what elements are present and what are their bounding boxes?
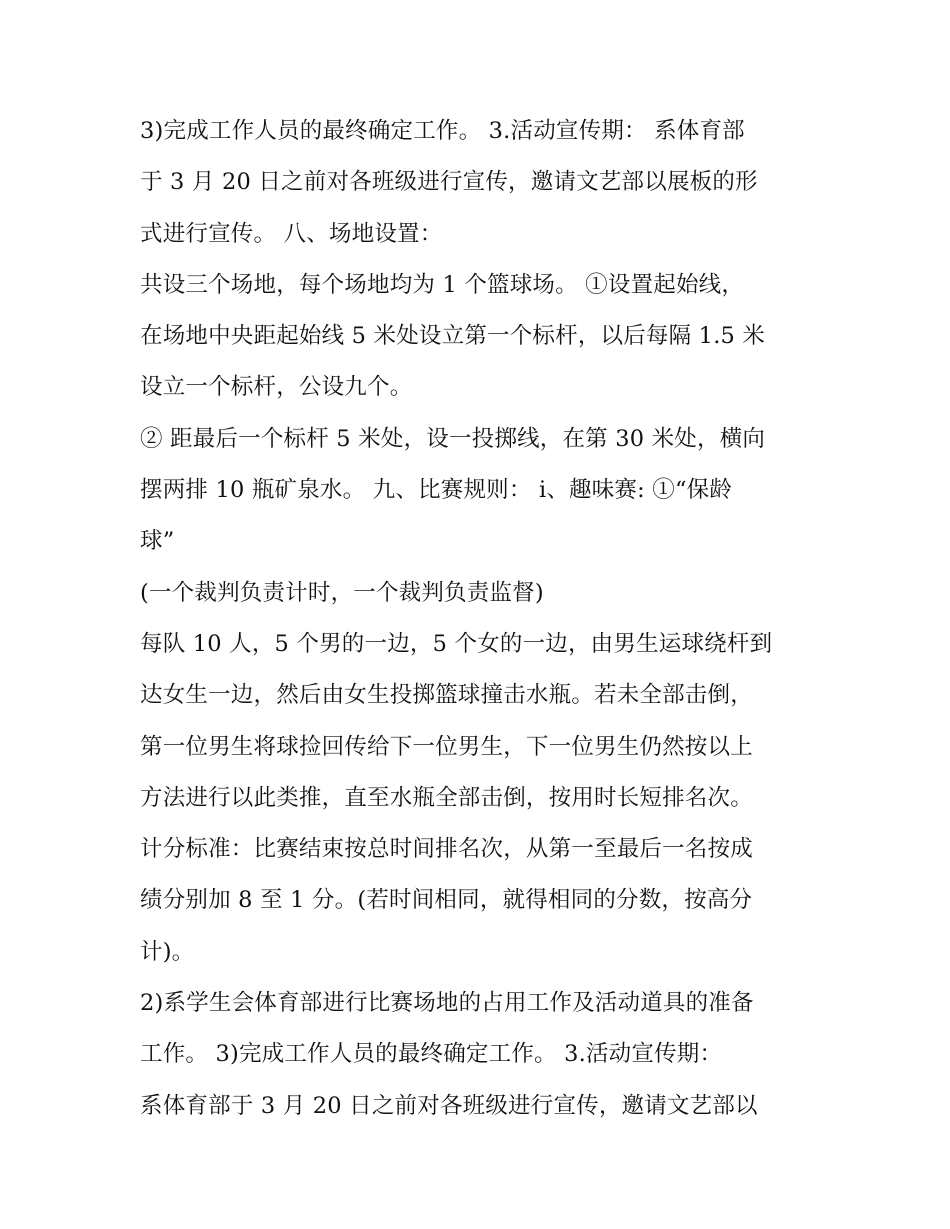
text-line: 第一位男生将球捡回传给下一位男生，下一位男生仍然按以上 <box>140 733 753 760</box>
text-line: 设立一个标杆，公设九个。 <box>140 374 413 401</box>
text-line: 球” <box>140 528 175 555</box>
text-line: 于 3 月 20 日之前对各班级进行宣传，邀请文艺部以展板的形 <box>140 169 758 196</box>
text-line: 系体育部于 3 月 20 日之前对各班级进行宣传，邀请文艺部以 <box>140 1092 758 1119</box>
text-line: 计)。 <box>140 938 195 965</box>
text-line: 工作。 3)完成工作人员的最终确定工作。 3.活动宣传期： <box>140 1041 723 1068</box>
text-line: 摆两排 10 瓶矿泉水。 九、比赛规则： ⅰ、趣味赛: ①“保龄 <box>140 477 733 504</box>
text-line: 共设三个场地，每个场地均为 1 个篮球场。 ①设置起始线， <box>140 271 745 298</box>
body-text <box>140 106 830 1132</box>
text-line: 达女生一边，然后由女生投掷篮球撞击水瓶。若未全部击倒， <box>140 682 753 709</box>
text-line: 每队 10 人，5 个男的一边，5 个女的一边，由男生运球绕杆到 <box>140 630 773 657</box>
text-line: ② 距最后一个标杆 5 米处，设一投掷线，在第 30 米处，横向 <box>140 425 766 452</box>
text-line: 3)完成工作人员的最终确定工作。 3.活动宣传期： 系体育部 <box>140 118 745 144</box>
text-line: (一个裁判负责计时，一个裁判负责监督) <box>140 579 544 606</box>
text-line: 式进行宣传。 八、场地设置： <box>140 220 443 247</box>
text-line: 方法进行以此类推，直至水瓶全部击倒，按用时长短排名次。 <box>140 784 753 811</box>
text-line: 2)系学生会体育部进行比赛场地的占用工作及活动道具的准备 <box>140 990 754 1017</box>
text-line: 计分标准：比赛结束按总时间排名次，从第一至最后一名按成 <box>140 836 753 863</box>
text-line: 绩分别加 8 至 1 分。(若时间相同，就得相同的分数，按高分 <box>140 887 753 914</box>
text-line: 在场地中央距起始线 5 米处设立第一个标杆，以后每隔 1.5 米 <box>140 323 766 350</box>
